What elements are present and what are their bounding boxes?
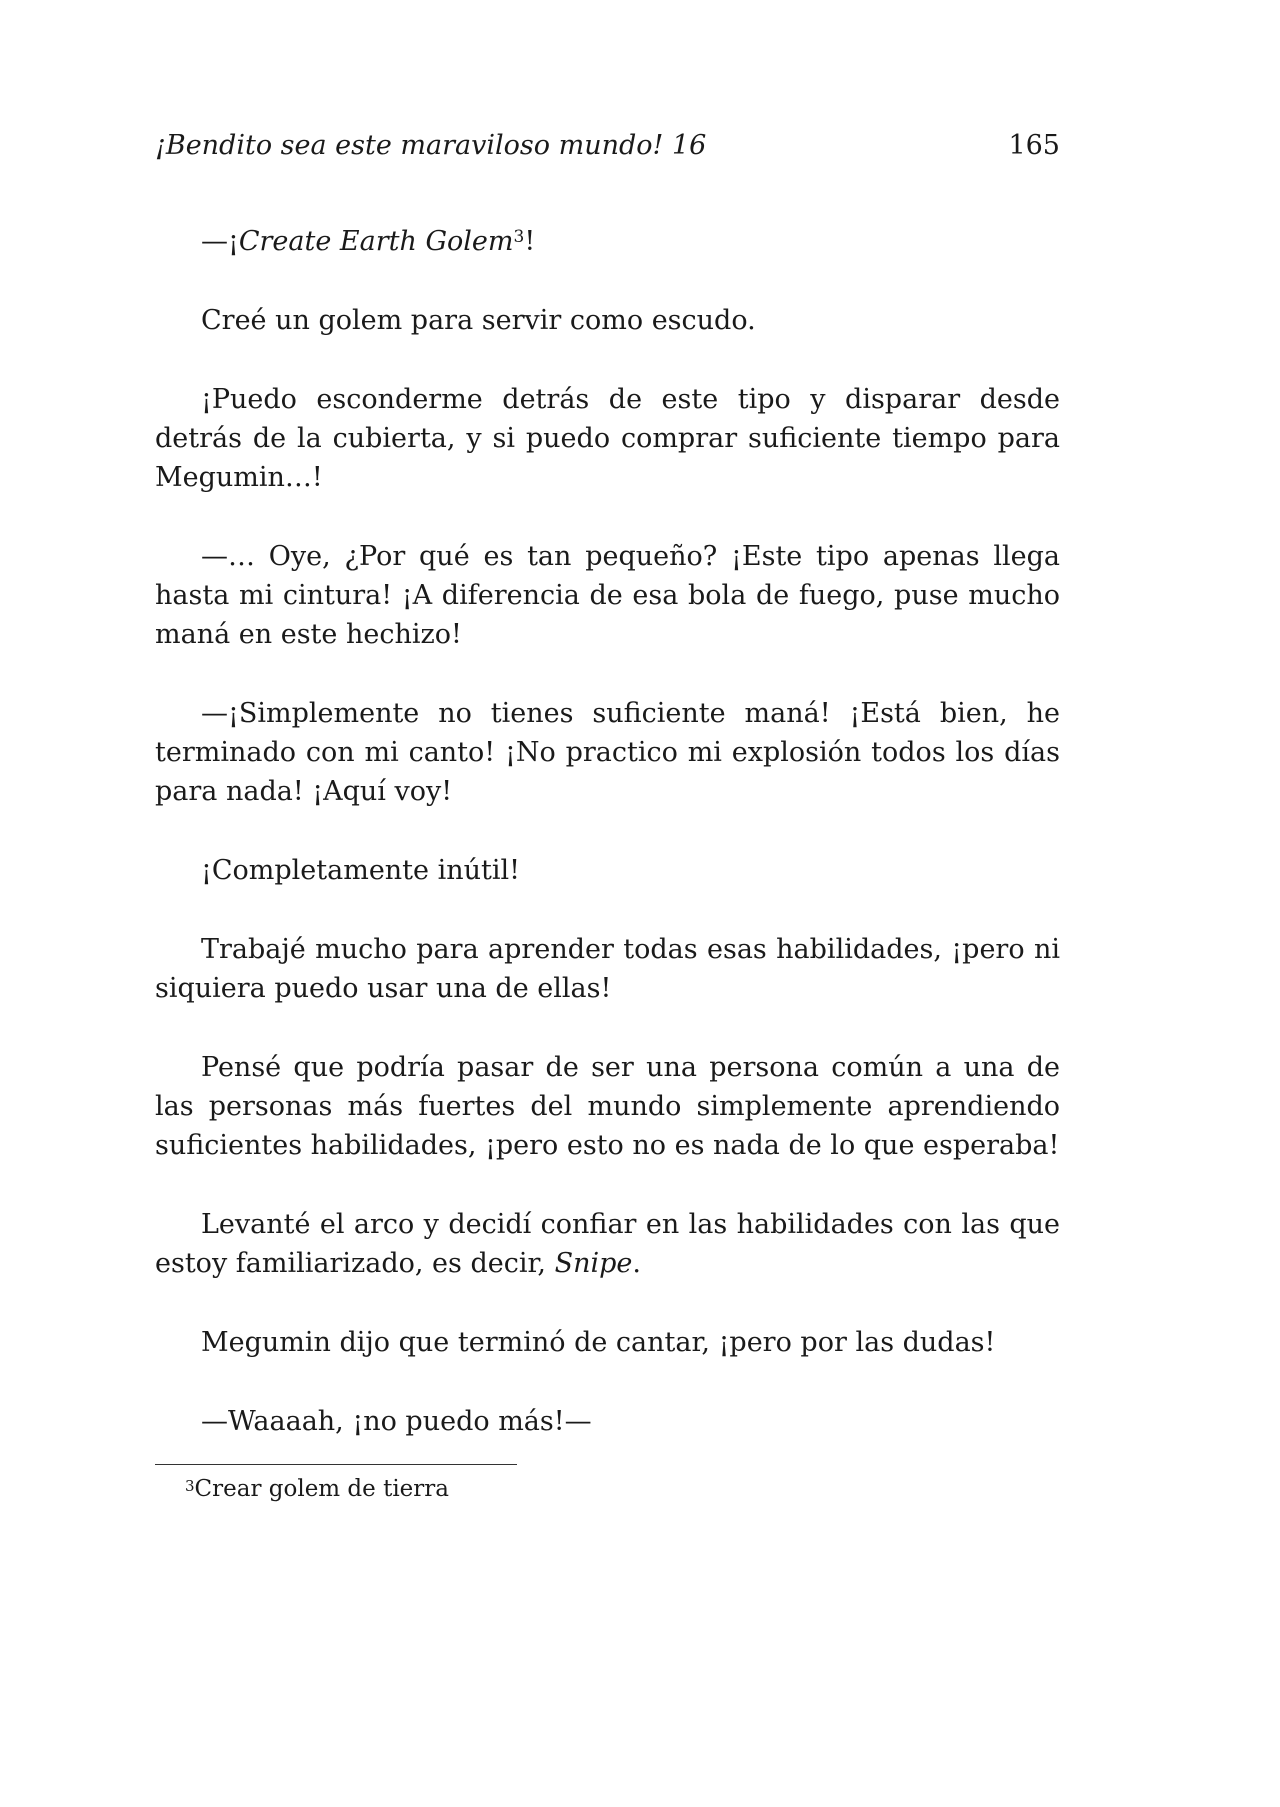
- paragraph: Pensé que podría pasar de ser una persona común a una de las personas más fuertes del mundo simplemente aprendiendo suficientes habilidades, ¡pero esto no es nada de lo que esperaba!: [155, 1052, 1060, 1161]
- skill-name: Snipe: [554, 1248, 633, 1279]
- page-body: [155, 222, 1060, 1481]
- paragraph: Levanté el arco y decidí confiar en las habilidades con las que estoy familiarizado, es decir, Snipe.: [155, 1209, 1060, 1279]
- paragraph: ¡Puedo esconderme detrás de este tipo y disparar desde detrás de la cubierta, y si puedo comprar suficiente tiempo para Megumin…!: [155, 384, 1060, 493]
- paragraph: —Waaaah, ¡no puedo más!—: [201, 1406, 592, 1437]
- page-number: 165: [1008, 130, 1060, 161]
- footnote-marker: 3: [513, 227, 525, 247]
- paragraph: —¡Simplemente no tienes suficiente maná! ¡Está bien, he terminado con mi canto! ¡No practico mi explosión todos los días para nada! ¡Aquí voy!: [155, 698, 1060, 807]
- running-header: [155, 130, 1060, 170]
- footnote: [185, 1474, 449, 1504]
- paragraph: ¡Completamente inútil!: [201, 855, 520, 886]
- footnote-number: 3: [185, 1477, 195, 1495]
- paragraph: —… Oye, ¿Por qué es tan pequeño? ¡Este tipo apenas llega hasta mi cintura! ¡A diferencia de esa bola de fuego, puse mucho maná en este hechizo!: [155, 541, 1060, 650]
- paragraph: —¡Create Earth Golem$^3$!: [201, 226, 536, 257]
- footnote-divider: [155, 1464, 517, 1465]
- spell-name: Create Earth Golem: [238, 226, 514, 257]
- book-title: ¡Bendito sea este maraviloso mundo! 16: [155, 130, 707, 161]
- paragraph: Trabajé mucho para aprender todas esas habilidades, ¡pero ni siquiera puedo usar una de ellas!: [155, 934, 1060, 1004]
- footnote-text: Crear golem de tierra: [194, 1476, 449, 1502]
- paragraph: Megumin dijo que terminó de cantar, ¡pero por las dudas!: [201, 1327, 996, 1358]
- paragraph: Creé un golem para servir como escudo.: [201, 305, 756, 336]
